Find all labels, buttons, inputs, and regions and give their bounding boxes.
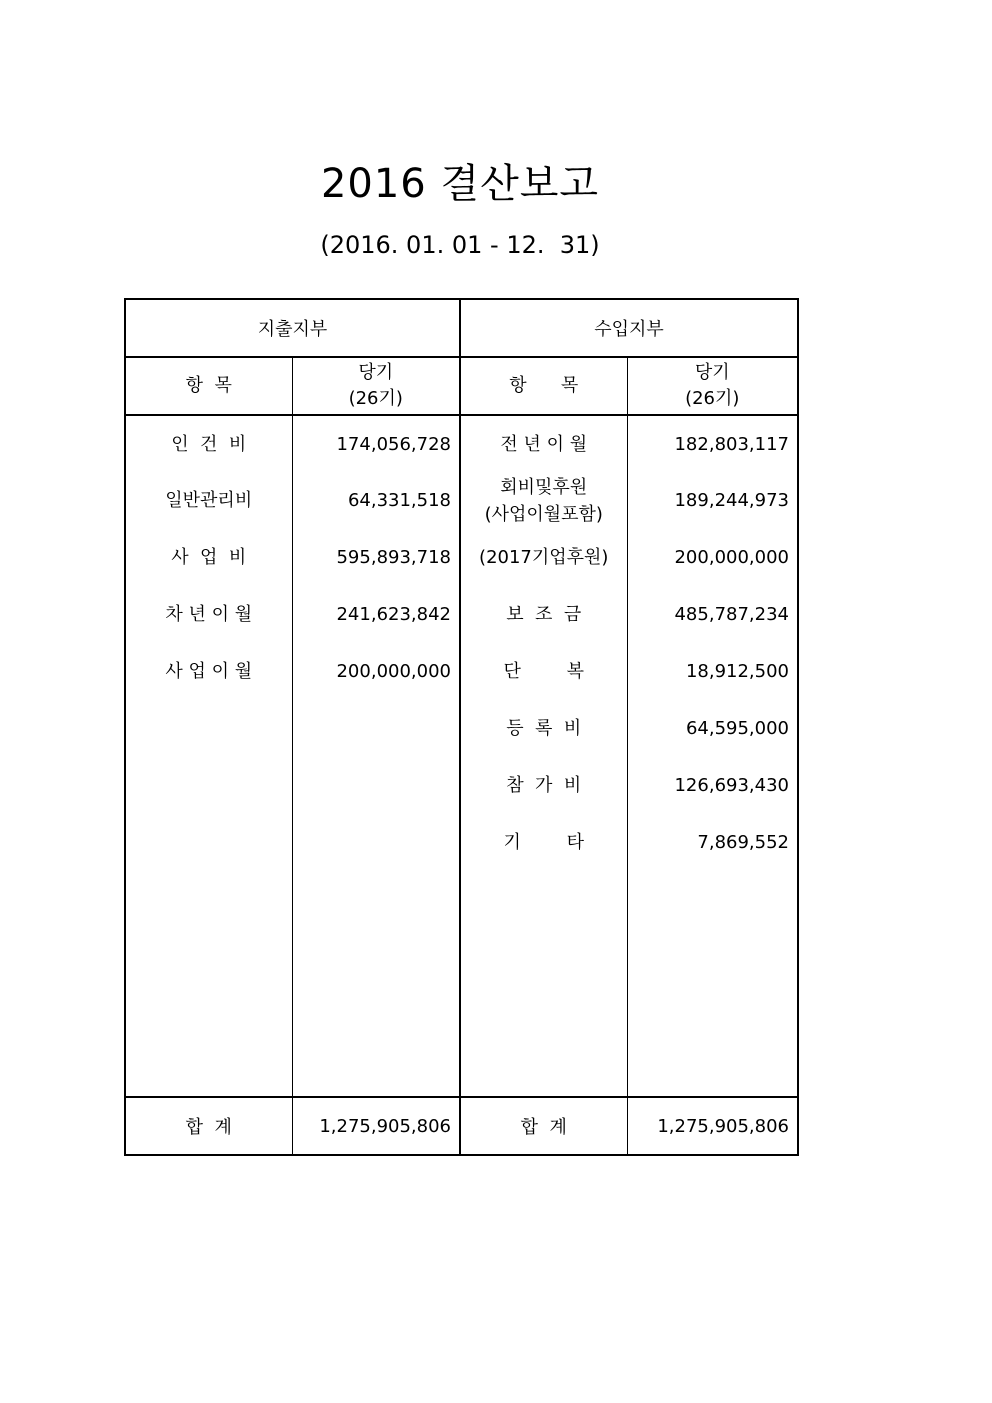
table-row	[125, 472, 798, 529]
empty-cell	[125, 700, 292, 757]
income-item-header: 항 목	[460, 357, 627, 415]
empty-cell	[460, 871, 627, 1097]
empty-cell	[292, 871, 460, 1097]
expense-total-amount: 1,275,905,806	[292, 1097, 460, 1155]
income-item: 단 복	[460, 643, 627, 700]
income-item: (2017기업후원)	[460, 529, 627, 586]
empty-cell	[125, 814, 292, 871]
income-item: 기 타	[460, 814, 627, 871]
empty-cell	[125, 757, 292, 814]
expense-item-header: 항 목	[125, 357, 292, 415]
page-title: 2016 결산보고	[320, 161, 600, 207]
expense-amount: 200,000,000	[292, 643, 460, 700]
income-item: 등 록 비	[460, 700, 627, 757]
report-period: (2016. 01. 01 - 12. 31)	[320, 231, 600, 259]
income-item-line1: 회비및후원	[500, 476, 588, 498]
period-header-line1: 당기	[694, 362, 730, 383]
table-row	[125, 700, 798, 757]
empty-cell	[125, 871, 292, 1097]
empty-cell	[627, 871, 798, 1097]
empty-cell	[292, 814, 460, 871]
income-amount: 485,787,234	[627, 586, 798, 643]
table-row	[125, 529, 798, 586]
period-header-line1: 당기	[358, 362, 394, 383]
income-item	[460, 472, 627, 529]
expense-section-header: 지출지부	[125, 299, 460, 357]
period-header-line2: (26기)	[348, 388, 403, 409]
expense-item: 일반관리비	[125, 472, 292, 529]
expense-item: 차 년 이 월	[125, 586, 292, 643]
settlement-table	[124, 298, 799, 1156]
table-filler-row	[125, 871, 798, 1097]
table-row	[125, 415, 798, 472]
income-item: 전 년 이 월	[460, 415, 627, 472]
income-total-label: 합 계	[460, 1097, 627, 1155]
section-header-row	[125, 299, 798, 357]
income-amount: 7,869,552	[627, 814, 798, 871]
income-item-line2: (사업이월포함)	[484, 503, 603, 525]
income-section-header: 수입지부	[460, 299, 798, 357]
table-row	[125, 757, 798, 814]
period-header-line2: (26기)	[685, 388, 740, 409]
expense-amount: 64,331,518	[292, 472, 460, 529]
income-item: 참 가 비	[460, 757, 627, 814]
table-row	[125, 586, 798, 643]
income-amount: 126,693,430	[627, 757, 798, 814]
income-period-header	[627, 357, 798, 415]
empty-cell	[292, 700, 460, 757]
income-amount: 200,000,000	[627, 529, 798, 586]
total-row	[125, 1097, 798, 1155]
income-amount: 18,912,500	[627, 643, 798, 700]
expense-amount: 595,893,718	[292, 529, 460, 586]
income-total-amount: 1,275,905,806	[627, 1097, 798, 1155]
table-row	[125, 814, 798, 871]
empty-cell	[292, 757, 460, 814]
expense-item: 사 업 이 월	[125, 643, 292, 700]
expense-amount: 241,623,842	[292, 586, 460, 643]
income-amount: 64,595,000	[627, 700, 798, 757]
expense-total-label: 합 계	[125, 1097, 292, 1155]
column-header-row	[125, 357, 798, 415]
income-amount: 189,244,973	[627, 472, 798, 529]
table-row	[125, 643, 798, 700]
expense-period-header	[292, 357, 460, 415]
expense-amount: 174,056,728	[292, 415, 460, 472]
income-item: 보 조 금	[460, 586, 627, 643]
income-amount: 182,803,117	[627, 415, 798, 472]
expense-item: 사 업 비	[125, 529, 292, 586]
expense-item: 인 건 비	[125, 415, 292, 472]
